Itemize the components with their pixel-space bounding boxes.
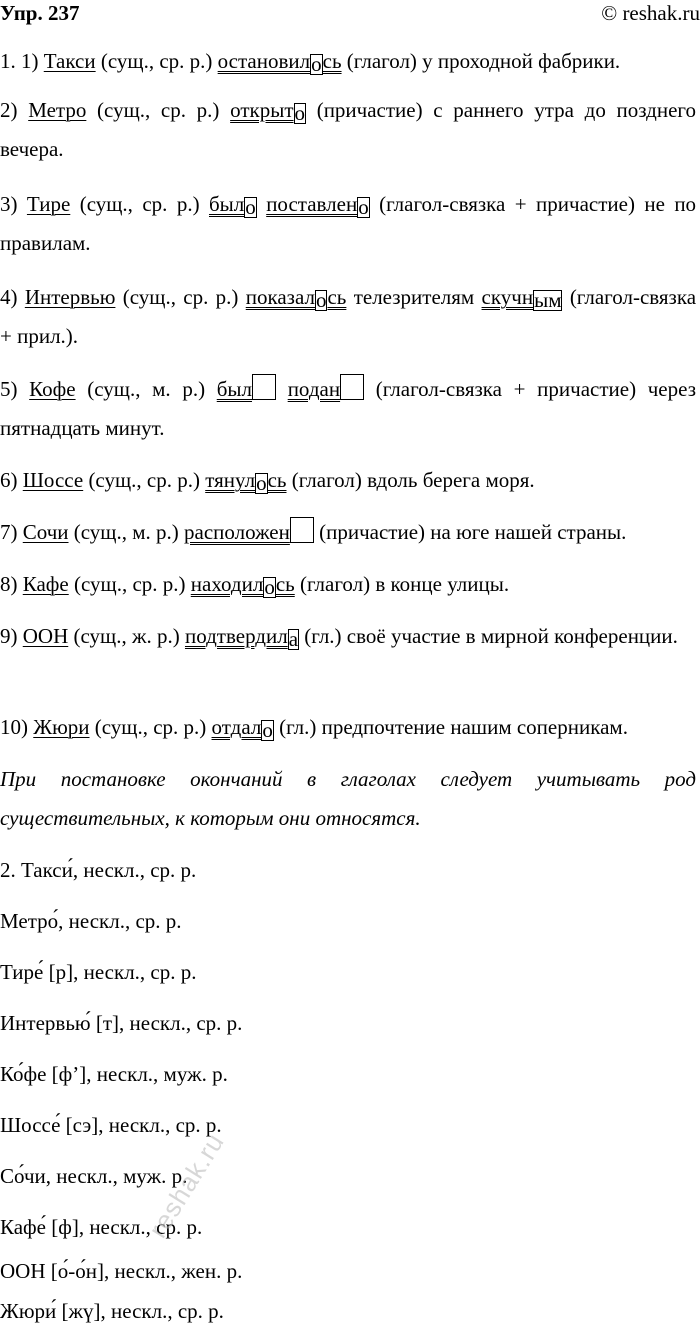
- subject-noun: Сочи: [22, 520, 69, 544]
- page-header: [0, 1, 700, 25]
- predicate-link: [208, 192, 257, 219]
- predicate-stem: подтвердил: [184, 624, 288, 648]
- item-number: 5): [0, 377, 18, 401]
- noun-info: (сущ., ср. р.): [79, 192, 200, 216]
- dictionary-line: Шоссе́ [сэ], нескл., ср. р.: [0, 1113, 222, 1137]
- sentence-rest: (причастие) с раннего утра до позднего вечера.: [0, 98, 696, 161]
- sentence-9: [0, 617, 696, 656]
- predicate-link: [245, 285, 347, 312]
- subject-noun: ООН: [22, 624, 69, 648]
- noun-info: (сущ., м. р.): [87, 377, 206, 401]
- ending-box: о: [262, 718, 273, 742]
- dictionary-line: Интервью́ [т], нескл., ср. р.: [0, 1011, 243, 1035]
- sentence-10: [0, 708, 696, 747]
- noun-info: (сущ., ср. р.): [88, 468, 200, 492]
- dictionary-line: Метро́, нескл., ср. р.: [0, 909, 182, 933]
- predicate-link: [217, 377, 276, 401]
- sentence-2: [0, 91, 696, 169]
- predicate: [230, 98, 306, 125]
- sentence-rest: (глагол-связка + причастие) не по правилам.: [0, 192, 697, 255]
- item-number: 8): [0, 572, 18, 596]
- predicate: [190, 572, 295, 599]
- sentence-rest: (причастие) на юге нашей страны.: [319, 520, 627, 544]
- ending-box: о: [315, 288, 327, 312]
- noun-info: (сущ., ср. р.): [73, 572, 186, 596]
- null-ending-box: [252, 374, 276, 400]
- subject-noun: Шоссе: [22, 468, 84, 492]
- sentence-rest: (гл.) предпочтение нашим соперникам.: [279, 715, 628, 739]
- predicate: [217, 49, 342, 76]
- predicate-stem: находил: [190, 572, 264, 596]
- subject-noun: Кофе: [29, 377, 76, 401]
- predicate-main: [481, 285, 563, 312]
- subject-noun: Кафе: [22, 572, 69, 596]
- predicate-stem: показал: [245, 285, 315, 309]
- exercise-title: Упр. 237: [0, 1, 80, 25]
- ending-box: о: [264, 575, 275, 599]
- ending-box: а: [288, 627, 299, 651]
- item-number: 9): [0, 624, 18, 648]
- ending-box: о: [245, 195, 256, 219]
- predicate: [211, 715, 274, 742]
- rule-note: При постановке окончаний в глаголах следует учитывать род существительных, к которым они относятся.: [0, 767, 696, 830]
- predicate-stem: расположен: [184, 520, 290, 544]
- predicate: [184, 624, 299, 651]
- item-number: 10): [0, 715, 28, 739]
- sentence-middle: телезрителям: [353, 285, 475, 309]
- null-ending-box: [290, 517, 314, 543]
- ending-box: о: [311, 52, 322, 76]
- ending-box: о: [358, 195, 369, 219]
- predicate-stem: отдал: [211, 715, 262, 739]
- predicate-postfix: сь: [327, 285, 347, 309]
- subject-noun: Жюри: [33, 715, 90, 739]
- sentence-8: [0, 565, 696, 604]
- watermark: reshak.ru: [142, 1127, 231, 1243]
- subject-noun: Тире: [26, 192, 71, 216]
- noun-info: (сущ., ср. р.): [122, 285, 239, 309]
- noun-info: (сущ., ср. р.): [94, 715, 207, 739]
- subject-noun: Интервью: [24, 285, 116, 309]
- dictionary-line: 2. Такси́, нескл., ср. р.: [0, 858, 197, 882]
- sentence-rest: (глагол-связка + причастие) через пятнадцать минут.: [0, 377, 697, 440]
- item-number: 3): [0, 192, 18, 216]
- sentence-rest: (глагол) у проходной фабрики.: [346, 49, 621, 73]
- subject-noun: Такси: [43, 49, 96, 73]
- ending-box: ым: [534, 288, 562, 312]
- noun-info: (сущ., ср. р.): [97, 98, 220, 122]
- item-number: 4): [0, 285, 18, 309]
- noun-info: (сущ., м. р.): [73, 520, 179, 544]
- dictionary-line: Тире́ [р], нескл., ср. р.: [0, 960, 197, 984]
- predicate-stem: был: [208, 192, 245, 216]
- sentence-rest: (глагол) в конце улицы.: [299, 572, 510, 596]
- item-number: 7): [0, 520, 18, 544]
- predicate: [184, 520, 314, 544]
- sentence-rest: (гл.) своё участие в мирной конференции.: [304, 624, 678, 648]
- sentence-1: [0, 42, 696, 81]
- sentence-5: [0, 370, 696, 448]
- predicate-stem: был: [216, 377, 253, 401]
- source-credit: © reshak.ru: [601, 1, 700, 25]
- sentence-3: [0, 185, 696, 263]
- ending-box: о: [256, 471, 267, 495]
- sentence-4: [0, 278, 696, 356]
- predicate-stem: открыт: [230, 98, 294, 122]
- predicate-stem: скучн: [481, 285, 534, 309]
- null-ending-box: [340, 374, 364, 400]
- noun-info: (сущ., ж. р.): [73, 624, 180, 648]
- dictionary-line: Со́чи, нескл., муж. р.: [0, 1164, 188, 1188]
- dictionary-line: Жюри́ [жү], нескл., ср. р.: [0, 1299, 224, 1323]
- predicate-stem: подан: [287, 377, 341, 401]
- sentence-6: [0, 461, 696, 500]
- sentence-7: [0, 513, 696, 552]
- predicate-stem: тянул: [205, 468, 256, 492]
- predicate-stem: остановил: [217, 49, 311, 73]
- predicate-main: [266, 192, 370, 219]
- predicate-postfix: сь: [322, 49, 342, 73]
- item-number: 1. 1): [0, 49, 39, 73]
- predicate-postfix: сь: [267, 468, 287, 492]
- dictionary-line: Ко́фе [ф’], нескл., муж. р.: [0, 1062, 228, 1086]
- predicate-postfix: сь: [275, 572, 295, 596]
- item-number: 6): [0, 468, 18, 492]
- dictionary-line: ООН [о́-о́н], нескл., жен. р.: [0, 1259, 243, 1283]
- sentence-rest: (глагол-связка + прил.).: [0, 285, 697, 348]
- dictionary-line: Кафе́ [ф], нескл., ср. р.: [0, 1215, 203, 1239]
- predicate: [205, 468, 287, 495]
- noun-info: (сущ., ср. р.): [100, 49, 213, 73]
- predicate-stem: поставлен: [266, 192, 358, 216]
- sentence-rest: (глагол) вдоль берега моря.: [291, 468, 535, 492]
- predicate-main: [288, 377, 364, 401]
- subject-noun: Метро: [28, 98, 87, 122]
- item-number: 2): [0, 98, 18, 122]
- ending-box: о: [294, 101, 306, 125]
